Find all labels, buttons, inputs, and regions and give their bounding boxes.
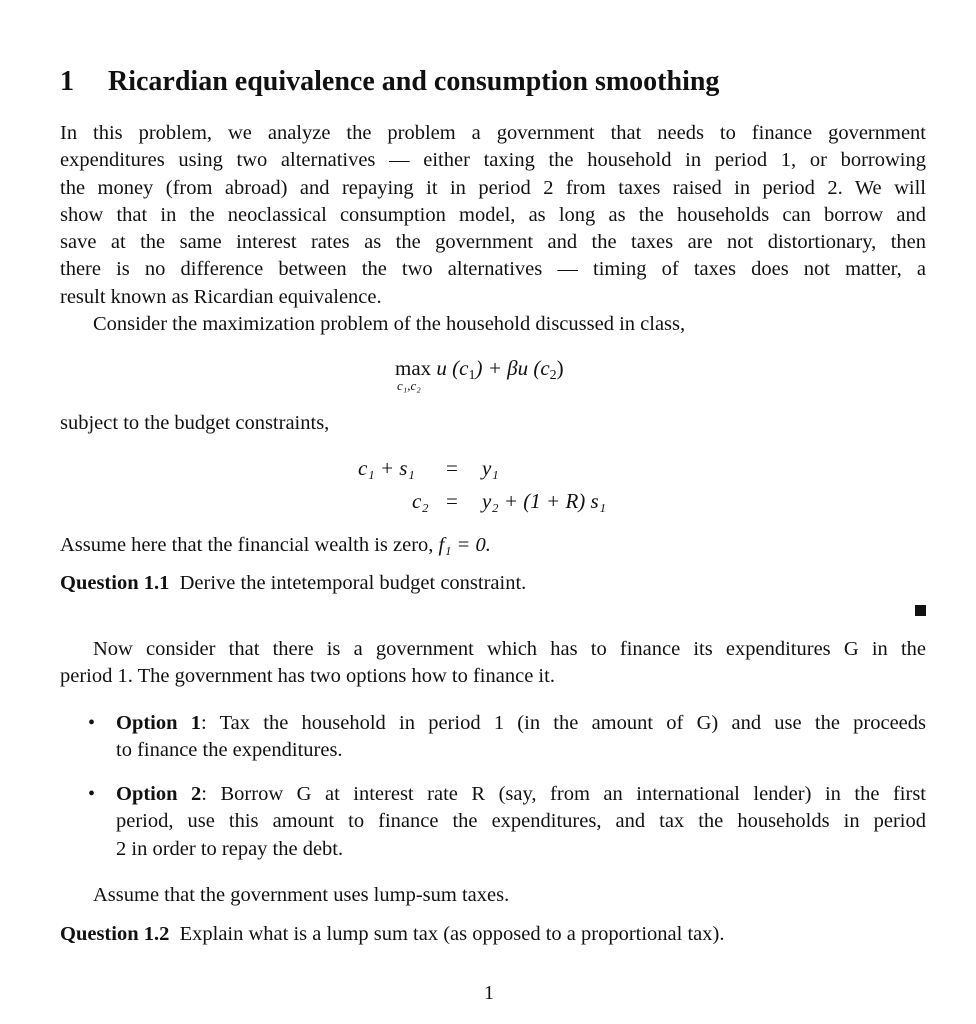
objective-c1-sub: 1 (468, 368, 476, 383)
objective-u: u (436, 356, 447, 380)
document-page (60, 0, 926, 1024)
question-1-2-label: Question 1.2 (60, 923, 170, 945)
government-paragraph (60, 636, 926, 691)
question-1-1-text: Derive the intetemporal budget constraint. (179, 572, 527, 594)
option-2-label: Option 2 (116, 783, 202, 805)
objective-mid: ) + βu (c (475, 356, 550, 380)
option-2-line: 2 in order to repay the debt. (116, 837, 344, 860)
section-title: Ricardian equivalence and consumption smoothing (108, 66, 720, 97)
constraint-1-rhs: y₁ (482, 456, 499, 480)
constraint-2-lhs: c₂ (412, 489, 429, 513)
government-line: Now consider that there is a government which has to finance its expenditures G in the (93, 638, 926, 660)
constraint-2-eq: = (446, 489, 458, 513)
constraint-2-rhs: y₂ + (1 + R) s₁ (482, 489, 607, 513)
question-1-1-label: Question 1.1 (60, 572, 170, 594)
intro-line: In this problem, we analyze the problem a government that needs to finance government (60, 122, 926, 144)
qed-square (915, 605, 926, 616)
consider-line: Consider the maximization problem of the household discussed in class, (93, 313, 686, 336)
option-2-text: : Borrow G at interest rate R (say, from an international lender) in the first (201, 783, 926, 805)
lump-sum-line: Assume that the government uses lump-sum taxes. (93, 884, 510, 906)
objective-c2-sub: 2 (549, 368, 557, 383)
constraint-1-eq: = (446, 456, 458, 480)
option-2-item (88, 781, 926, 863)
assume-wealth-paragraph (60, 532, 926, 559)
government-line: period 1. The government has two options how to finance it. (60, 665, 555, 688)
question-1-2 (60, 921, 926, 948)
intro-line: result known as Ricardian equivalence. (60, 285, 382, 308)
assume-wealth-text: Assume here that the financial wealth is zero, (60, 534, 434, 556)
intro-line: show that in the neoclassical consumption model, as long as the households can borrow and (60, 203, 926, 226)
intro-paragraph (60, 120, 926, 338)
intro-line: there is no difference between the two alternatives — timing of taxes does not matter, a (60, 258, 926, 281)
bullet-icon: • (88, 712, 96, 734)
option-1-item (88, 710, 926, 765)
intro-line: the money (from abroad) and repaying it in period 2 from taxes raised in period 2. We will (60, 176, 926, 199)
section-heading (60, 62, 719, 102)
constraint-1-lhs: c₁ + s₁ (358, 456, 415, 480)
option-1-line (116, 710, 926, 737)
max-subscript: c₁,c₂ (397, 378, 421, 393)
option-1-label: Option 1 (116, 712, 202, 734)
assume-wealth-line (60, 532, 926, 559)
option-1-text: : Tax the household in period 1 (in the amount of G) and use the proceeds (201, 712, 927, 734)
intro-line: save at the same interest rates as the government and the taxes are not distortionary, then (60, 231, 926, 254)
option-2-line (116, 781, 926, 808)
question-1-1 (60, 570, 926, 597)
question-1-1-line (60, 570, 926, 597)
max-operator: max (395, 356, 432, 380)
subject-to-line: subject to the budget constraints, (60, 412, 330, 434)
objective-c1-open: (c (452, 356, 469, 380)
bullet-icon: • (88, 783, 96, 805)
question-1-2-text: Explain what is a lump sum tax (as opposed to a proportional tax). (179, 923, 725, 945)
assume-wealth-math: f₁ = 0. (438, 534, 491, 556)
lump-sum-paragraph (60, 882, 926, 909)
option-1-line: to finance the expenditures. (116, 739, 343, 762)
option-2-line: period, use this amount to finance the expenditures, and tax the households in period (116, 810, 926, 833)
question-1-2-line (60, 921, 926, 948)
section-number: 1 (60, 66, 74, 97)
objective-close: ) (556, 356, 564, 380)
subject-to-paragraph (60, 410, 926, 437)
page-number: 1 (484, 982, 494, 1004)
intro-line: expenditures using two alternatives — either taxing the household in period 1, or borrowing (60, 149, 926, 172)
